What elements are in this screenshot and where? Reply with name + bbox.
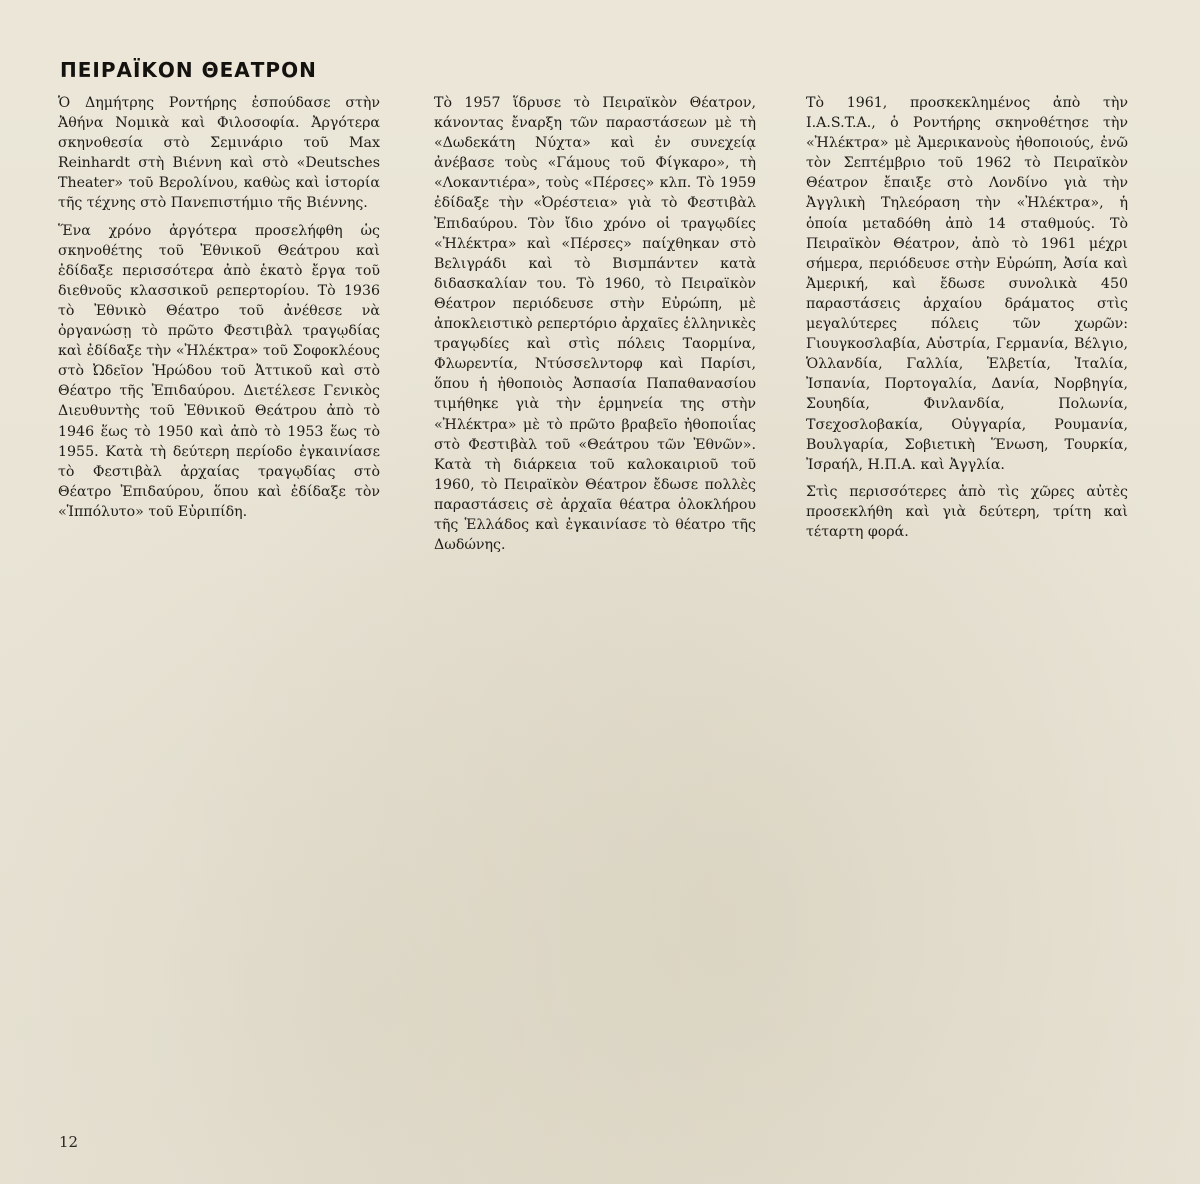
paragraph: Τὸ 1961, προσκεκλημένος ἀπὸ τὴν I.A.S.T.A., ὁ Ροντήρης σκηνοθέτησε τὴν «Ἠλέκτρα» μὲ Ἀμερικανοὺς ἠθοποιούς, ἐνῶ τὸν Σεπτέμβριο τοῦ 1962 τὸ Πειραϊκὸν Θέατρον ἔπαιξε στὸ Λονδίνο γιὰ τὴν Ἀγγλικὴ Τηλεόραση τὴν «Ἠλέκτρα», ἡ ὁποία μεταδόθη ἀπὸ 14 σταθμούς. Τὸ Πειραϊκὸν Θέατρον, ἀπὸ τὸ 1961 μέχρι σήμερα, περιόδευσε στὴν Εὐρώπη, Ἀσία καὶ Ἀμερική, καὶ ἔδωσε συνολικὰ 450 παραστάσεις ἀρχαίου δράματος στὶς μεγαλύτερες πόλεις τῶν χωρῶν: Γιουγκοσλαβία, Αὐστρία, Γερμανία, Βέλγιο, Ὁλλανδία, Γαλλία, Ἑλβετία, Ἰταλία, Ἰσπανία, Πορτογαλία, Δανία, Νορβηγία, Σουηδία, Φινλανδία, Πολωνία, Τσεχοσλοβακία, Οὐγγαρία, Ρουμανία, Βουλγαρία, Σοβιετικὴ Ἕνωση, Τουρκία, Ἰσραήλ, Η.Π.Α. καὶ Ἀγγλία. (806, 95, 1128, 473)
paragraph: Στὶς περισσότερες ἀπὸ τὶς χῶρες αὐτὲς προσεκλήθη καὶ γιὰ δεύτερη, τρίτη καὶ τέταρτη φορά. (806, 483, 1128, 540)
paragraph: Ἕνα χρόνο ἀργότερα προσελήφθη ὡς σκηνοθέτης τοῦ Ἐθνικοῦ Θεάτρου καὶ ἐδίδαξε περισσότερα ἀπὸ ἑκατὸ ἔργα τοῦ διεθνοῦς κλασσικοῦ ρεπερτορίου. Τὸ 1936 τὸ Ἐθνικὸ Θέατρο τοῦ ἀνέθεσε νὰ ὀργανώσῃ τὸ πρῶτο Φεστιβὰλ τραγῳδίας καὶ ἐδίδαξε τὴν «Ἠλέκτρα» τοῦ Σοφοκλέους στὸ Ὠδεῖον Ἡρώδου τοῦ Ἀττικοῦ καὶ στὸ Θέατρο τῆς Ἐπιδαύρου. Διετέλεσε Γενικὸς Διευθυντὴς τοῦ Ἐθνικοῦ Θεάτρου ἀπὸ τὸ 1946 ἕως τὸ 1950 καὶ ἀπὸ τὸ 1953 ἕως τὸ 1955. Κατὰ τὴ δεύτερη περίοδο ἐγκαινίασε τὸ Φεστιβὰλ ἀρχαίας τραγῳδίας στὸ Θέατρο Ἐπιδαύρου, ὅπου καὶ ἐδίδαξε τὸν «Ἱππόλυτο» τοῦ Εὐριπίδη. (58, 222, 380, 520)
page-number: 12 (59, 1133, 79, 1151)
text-column-3 (806, 93, 1128, 549)
text-column-1 (58, 93, 380, 529)
page-title: ΠΕΙΡΑΪΚΟΝ ΘΕΑΤΡΟΝ (60, 58, 317, 82)
text-column-2 (434, 93, 756, 562)
paragraph: Τὸ 1957 ἵδρυσε τὸ Πειραϊκὸν Θέατρον, κάνοντας ἔναρξη τῶν παραστάσεων μὲ τὴ «Δωδεκάτη Νύχτα» καὶ ἐν συνεχείᾳ ἀνέβασε τοὺς «Γάμους τοῦ Φίγκαρο», τὴ «Λοκαντιέρα», τοὺς «Πέρσες» κλπ. Τὸ 1959 ἐδίδαξε τὴν «Ὀρέστεια» γιὰ τὸ Φεστιβὰλ Ἐπιδαύρου. Τὸν ἴδιο χρόνο οἱ τραγῳδίες «Ἠλέκτρα» καὶ «Πέρσες» παίχθηκαν στὸ Βελιγράδι καὶ τὸ Βισμπάντεν κατὰ διδασκαλίαν του. Τὸ 1960, τὸ Πειραϊκὸν Θέατρον περιόδευσε στὴν Εὐρώπη, μὲ ἀποκλειστικὸ ρεπερτόριο ἀρχαῖες ἑλληνικὲς τραγῳδίες καὶ στὶς πόλεις Ταορμίνα, Φλωρεντία, Ντύσσελντορφ καὶ Παρίσι, ὅπου ἡ ἠθοποιὸς Ἀσπασία Παπαθανασίου τιμήθηκε γιὰ τὴν ἑρμηνεία της στὴν «Ἠλέκτρα» μὲ τὸ πρῶτο βραβεῖο ἠθοποιΐας στὸ Φεστιβὰλ τοῦ «Θεάτρου τῶν Ἐθνῶν». Κατὰ τὴ διάρκεια τοῦ καλοκαιριοῦ τοῦ 1960, τὸ Πειραϊκὸν Θέατρον ἔδωσε πολλὲς παραστάσεις σὲ ἀρχαῖα θέατρα ὁλοκλήρου τῆς Ἑλλάδος καὶ ἐγκαινίασε τὸ θέατρο τῆς Δωδώνης. (434, 95, 756, 554)
paragraph: Ὁ Δημήτρης Ροντήρης ἐσπούδασε στὴν Ἀθήνα Νομικὰ καὶ Φιλοσοφία. Ἀργότερα σκηνοθεσία στὸ Σεμινάριο τοῦ Max Reinhardt στὴ Βιέννη καὶ στὸ «Deutsches Theater» τοῦ Βερολίνου, καθὼς καὶ ἱστορία τῆς τέχνης στὸ Πανεπιστήμιο τῆς Βιέννης. (58, 95, 380, 212)
